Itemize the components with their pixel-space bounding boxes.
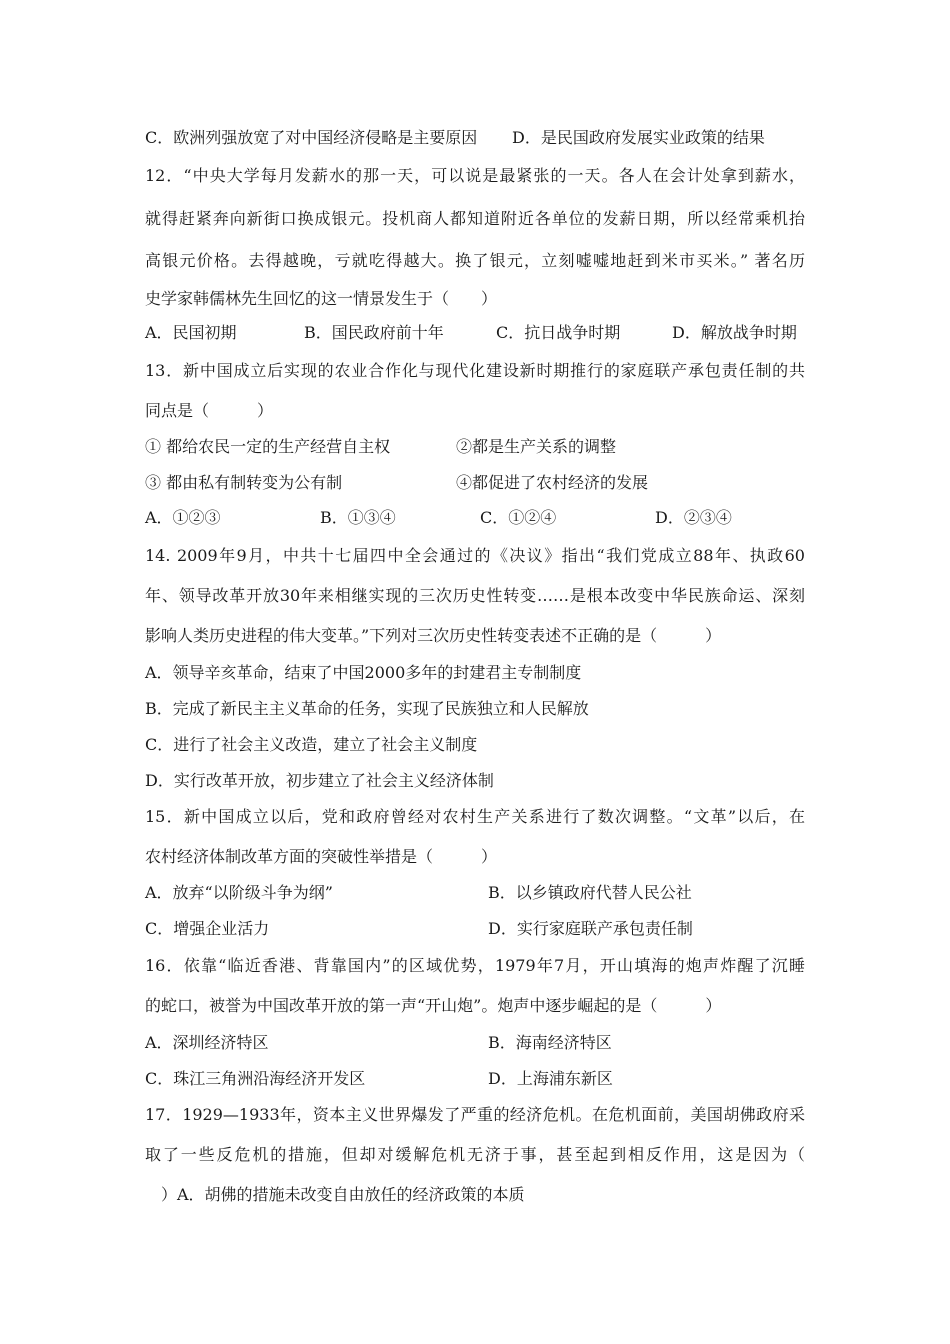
q13-option-b: B．①③④	[320, 508, 396, 527]
q14-option-a: A．领导辛亥革命，结束了中国2000多年的封建君主专制制度	[145, 663, 582, 682]
q13-option-c: C．①②④	[480, 508, 557, 527]
q12-option-d: D．解放战争时期	[672, 323, 797, 342]
q17-stem-line-1: 17．1929—1933年，资本主义世界爆发了严重的经济危机。在危机面前，美国胡佛政府采	[145, 1105, 805, 1124]
q14-option-b: B．完成了新民主主义革命的任务，实现了民族独立和人民解放	[145, 699, 589, 718]
q14-option-d: D．实行改革开放，初步建立了社会主义经济体制	[145, 771, 494, 790]
q14-stem-line-2: 年、领导改革开放30年来相继实现的三次历史性转变……是根本改变中华民族命运、深刻	[145, 586, 805, 605]
q15-option-a: A．放弃“以阶级斗争为纲”	[145, 883, 333, 902]
q15-option-c: C．增强企业活力	[145, 919, 270, 938]
q12-stem-line-3: 高银元价格。去得越晚，亏就吃得越大。换了银元，立刻嘘嘘地赶到米市买米。” 著名历	[145, 251, 805, 270]
q15-stem-line-2: 农村经济体制改革方面的突破性举措是（ ）	[145, 847, 498, 866]
q13-stem-line-1: 13．新中国成立后实现的农业合作化与现代化建设新时期推行的家庭联产承包责任制的共	[145, 361, 805, 380]
q13-statement-1: ① 都给农民一定的生产经营自主权	[145, 437, 391, 456]
q12-stem-line-4: 史学家韩儒林先生回忆的这一情景发生于（ ）	[145, 289, 498, 308]
q13-option-d: D．②③④	[655, 508, 732, 527]
q12-stem-line-2: 就得赶紧奔向新街口换成银元。投机商人都知道附近各单位的发薪日期，所以经常乘机抬	[145, 209, 805, 228]
q12-option-a: A．民国初期	[145, 323, 237, 342]
q16-stem-line-1: 16．依靠“临近香港、背靠国内”的区域优势，1979年7月，开山填海的炮声炸醒了沉睡	[145, 956, 805, 975]
q16-option-d: D．上海浦东新区	[488, 1069, 613, 1088]
q12-option-c: C．抗日战争时期	[496, 323, 621, 342]
q17-stem-line-3: ）A．胡佛的措施未改变自由放任的经济政策的本质	[145, 1185, 525, 1204]
q16-option-b: B．海南经济特区	[488, 1033, 612, 1052]
q14-stem-line-1: 14. 2009年9月，中共十七届四中全会通过的《决议》指出“我们党成立88年、执政60	[145, 546, 805, 565]
q14-stem-line-3: 影响人类历史进程的伟大变革。”下列对三次历史性转变表述不正确的是（ ）	[145, 626, 722, 645]
q11-option-d: D．是民国政府发展实业政策的结果	[512, 128, 765, 147]
q16-option-a: A．深圳经济特区	[145, 1033, 269, 1052]
q13-stem-line-2: 同点是（ ）	[145, 401, 274, 420]
q13-statement-3: ③ 都由私有制转变为公有制	[145, 473, 343, 492]
q16-option-c: C．珠江三角洲沿海经济开发区	[145, 1069, 366, 1088]
q15-stem-line-1: 15．新中国成立以后，党和政府曾经对农村生产关系进行了数次调整。“文革”以后，在	[145, 807, 805, 826]
q16-stem-line-2: 的蛇口，被誉为中国改革开放的第一声“开山炮”。炮声中逐步崛起的是（ ）	[145, 996, 722, 1015]
q13-statement-2: ②都是生产关系的调整	[456, 437, 617, 456]
q12-option-b: B．国民政府前十年	[304, 323, 444, 342]
q12-stem-line-1: 12．“中央大学每月发薪水的那一天，可以说是最紧张的一天。各人在会计处拿到薪水，	[145, 166, 805, 185]
q15-option-d: D．实行家庭联产承包责任制	[488, 919, 693, 938]
q17-stem-line-2: 取了一些反危机的措施，但却对缓解危机无济于事，甚至起到相反作用，这是因为（	[145, 1145, 805, 1164]
q14-option-c: C．进行了社会主义改造，建立了社会主义制度	[145, 735, 478, 754]
q15-option-b: B．以乡镇政府代替人民公社	[488, 883, 692, 902]
q11-option-c: C．欧洲列强放宽了对中国经济侵略是主要原因	[145, 128, 478, 147]
q13-option-a: A．①②③	[145, 508, 221, 527]
q13-statement-4: ④都促进了农村经济的发展	[456, 473, 649, 492]
